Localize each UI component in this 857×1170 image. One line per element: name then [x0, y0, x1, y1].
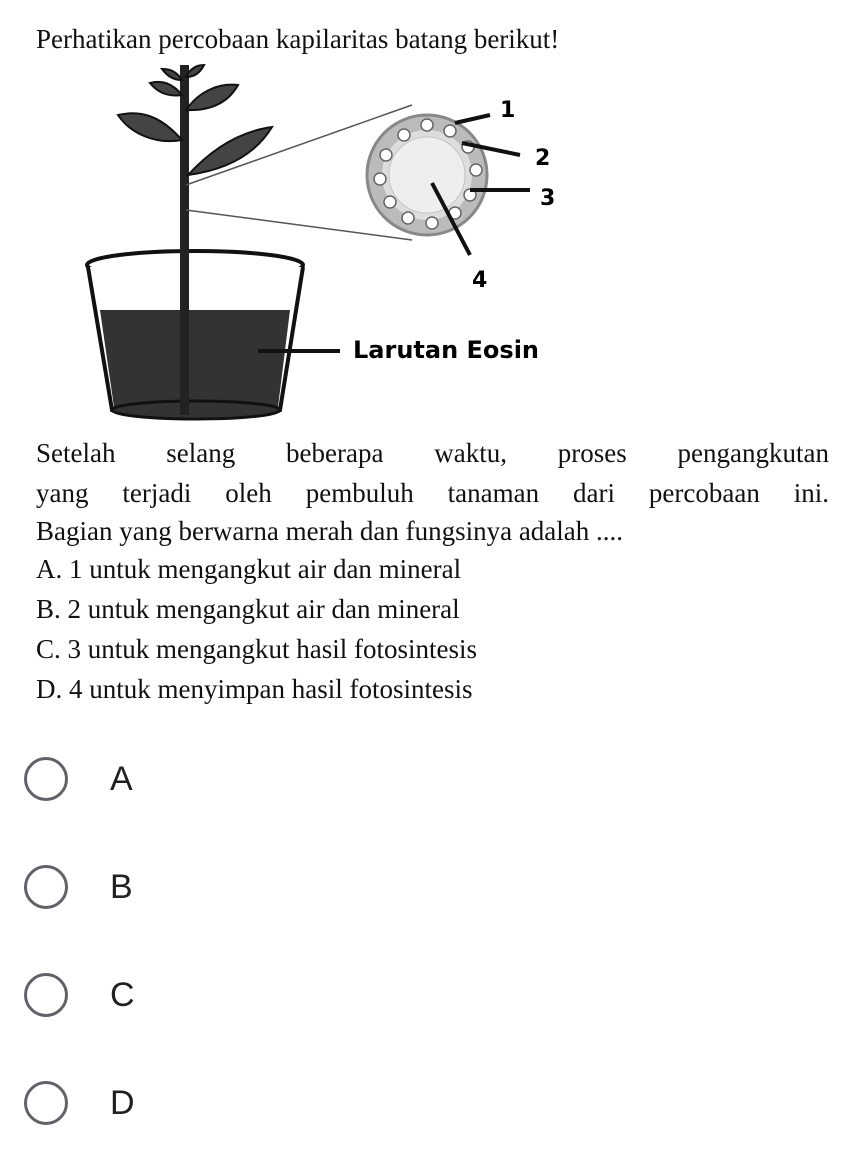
question-paragraph-line-2: yang terjadi oleh pembuluh tanaman dari percobaan ini.: [36, 478, 829, 508]
choice-a[interactable]: [0, 729, 857, 829]
question-option-a: A. 1 untuk mengangkut air dan mineral: [36, 554, 462, 584]
plant-stem: [180, 65, 189, 415]
choice-d-label: D: [110, 1084, 135, 1122]
choice-a-label: A: [110, 760, 133, 798]
radio-button[interactable]: [24, 865, 68, 909]
choice-b[interactable]: [0, 837, 857, 937]
radio-button[interactable]: [24, 973, 68, 1017]
question-option-c: C. 3 untuk mengangkut hasil fotosintesis: [36, 634, 477, 664]
stem-cross-section: [367, 115, 487, 235]
question-title: Perhatikan percobaan kapilaritas batang berikut!: [36, 24, 560, 54]
choice-c[interactable]: [0, 945, 857, 1045]
plant-leaves: [118, 65, 272, 175]
question-option-b: B. 2 untuk mengangkut air dan mineral: [36, 594, 460, 624]
question-paragraph-line-1: Setelah selang beberapa waktu, proses pengangkutan: [36, 438, 829, 468]
question-option-d: D. 4 untuk menyimpan hasil fotosintesis: [36, 674, 473, 704]
choice-c-label: C: [110, 976, 135, 1014]
radio-button[interactable]: [24, 1081, 68, 1125]
question-paragraph-line-3: Bagian yang berwarna merah dan fungsinya adalah ....: [36, 516, 624, 546]
beaker: [87, 251, 303, 419]
choice-d[interactable]: [0, 1053, 857, 1153]
label-4: 4: [472, 268, 488, 293]
label-3: 3: [540, 186, 556, 211]
radio-button[interactable]: [24, 757, 68, 801]
label-2: 2: [535, 146, 551, 171]
label-1: 1: [500, 98, 516, 123]
choice-b-label: B: [110, 868, 133, 906]
solution-label: Larutan Eosin: [353, 336, 539, 364]
capillarity-figure: [0, 55, 600, 435]
